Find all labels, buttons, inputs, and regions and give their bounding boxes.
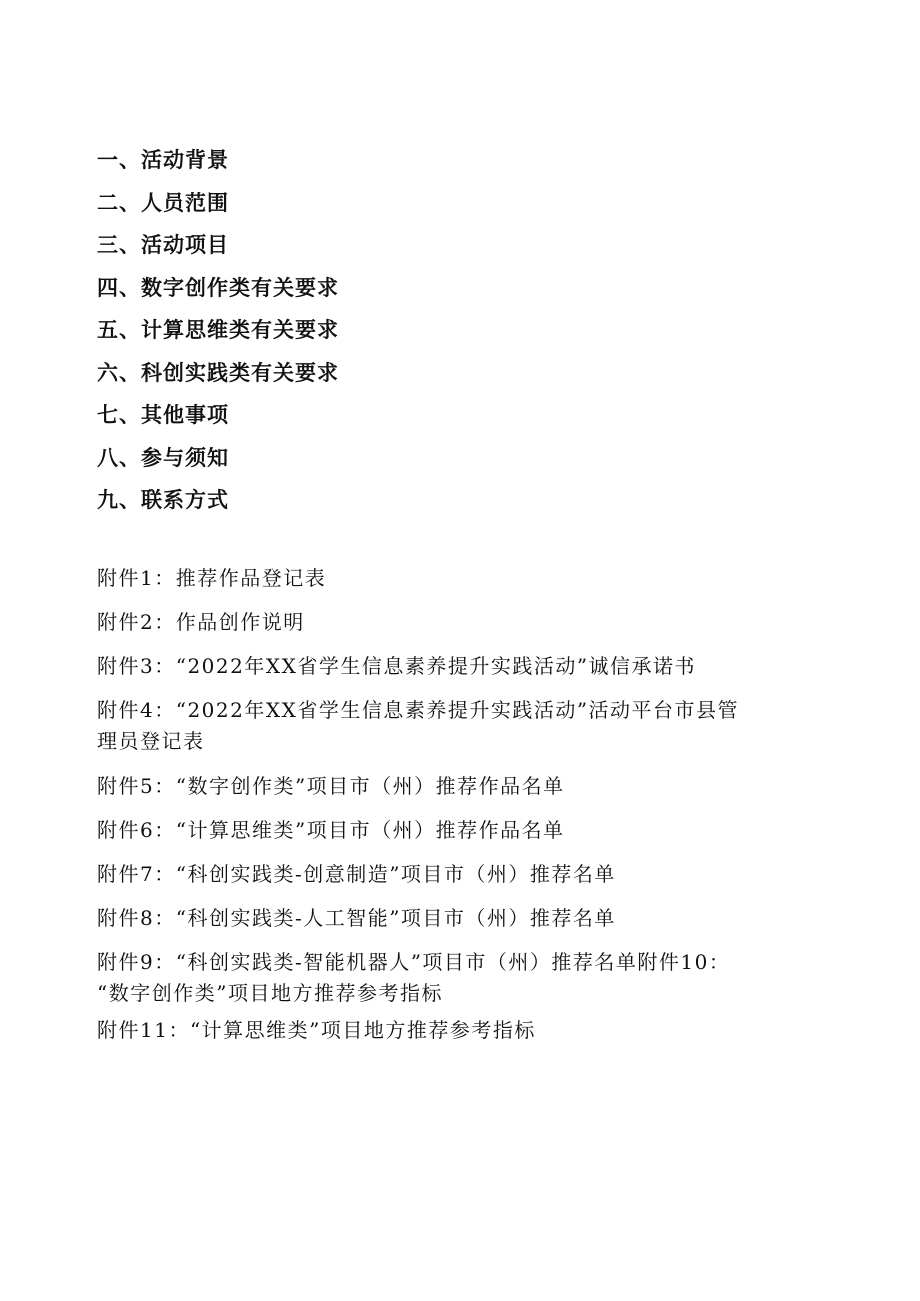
section-heading-1: 一、活动背景 bbox=[97, 148, 229, 172]
section-heading-9: 九、联系方式 bbox=[97, 488, 229, 512]
section-heading-6: 六、科创实践类有关要求 bbox=[97, 360, 339, 385]
attachment-3: 附件3：“2022年XX省学生信息素养提升实践活动”诚信承诺书 bbox=[97, 654, 697, 678]
section-heading-2: 二、人员范围 bbox=[97, 190, 229, 215]
attachment-7: 附件7：“科创实践类-创意制造”项目市（州）推荐名单 bbox=[97, 862, 616, 886]
section-heading-5: 五、计算思维类有关要求 bbox=[97, 318, 339, 342]
attachment-5: 附件5：“数字创作类”项目市（州）推荐作品名单 bbox=[97, 774, 565, 798]
attachment-6: 附件6：“计算思维类”项目市（州）推荐作品名单 bbox=[97, 818, 565, 842]
attachment-8: 附件8：“科创实践类-人工智能”项目市（州）推荐名单 bbox=[97, 906, 616, 930]
section-heading-8: 八、参与须知 bbox=[97, 445, 229, 470]
attachment-11: 附件11：“计算思维类”项目地方推荐参考指标 bbox=[97, 1018, 536, 1042]
attachment-9-10 bbox=[97, 947, 827, 1009]
attachment-9-10-line-1: 附件9：“科创实践类-智能机器人”项目市（州）推荐名单附件10： bbox=[97, 950, 731, 974]
section-heading-4: 四、数字创作类有关要求 bbox=[97, 275, 339, 300]
attachment-2: 附件2：作品创作说明 bbox=[97, 610, 305, 634]
attachment-1: 附件1：推荐作品登记表 bbox=[97, 566, 327, 590]
section-outline bbox=[97, 146, 339, 529]
section-heading-3: 三、活动项目 bbox=[97, 233, 229, 257]
attachment-4 bbox=[97, 695, 827, 757]
attachment-list bbox=[97, 563, 827, 1059]
section-heading-7: 七、其他事项 bbox=[97, 403, 229, 427]
attachment-4-line-2: 理员登记表 bbox=[97, 729, 205, 753]
attachment-9-10-line-2: “数字创作类”项目地方推荐参考指标 bbox=[97, 981, 443, 1005]
attachment-4-line-1: 附件4：“2022年XX省学生信息素养提升实践活动”活动平台市县管 bbox=[97, 698, 740, 722]
